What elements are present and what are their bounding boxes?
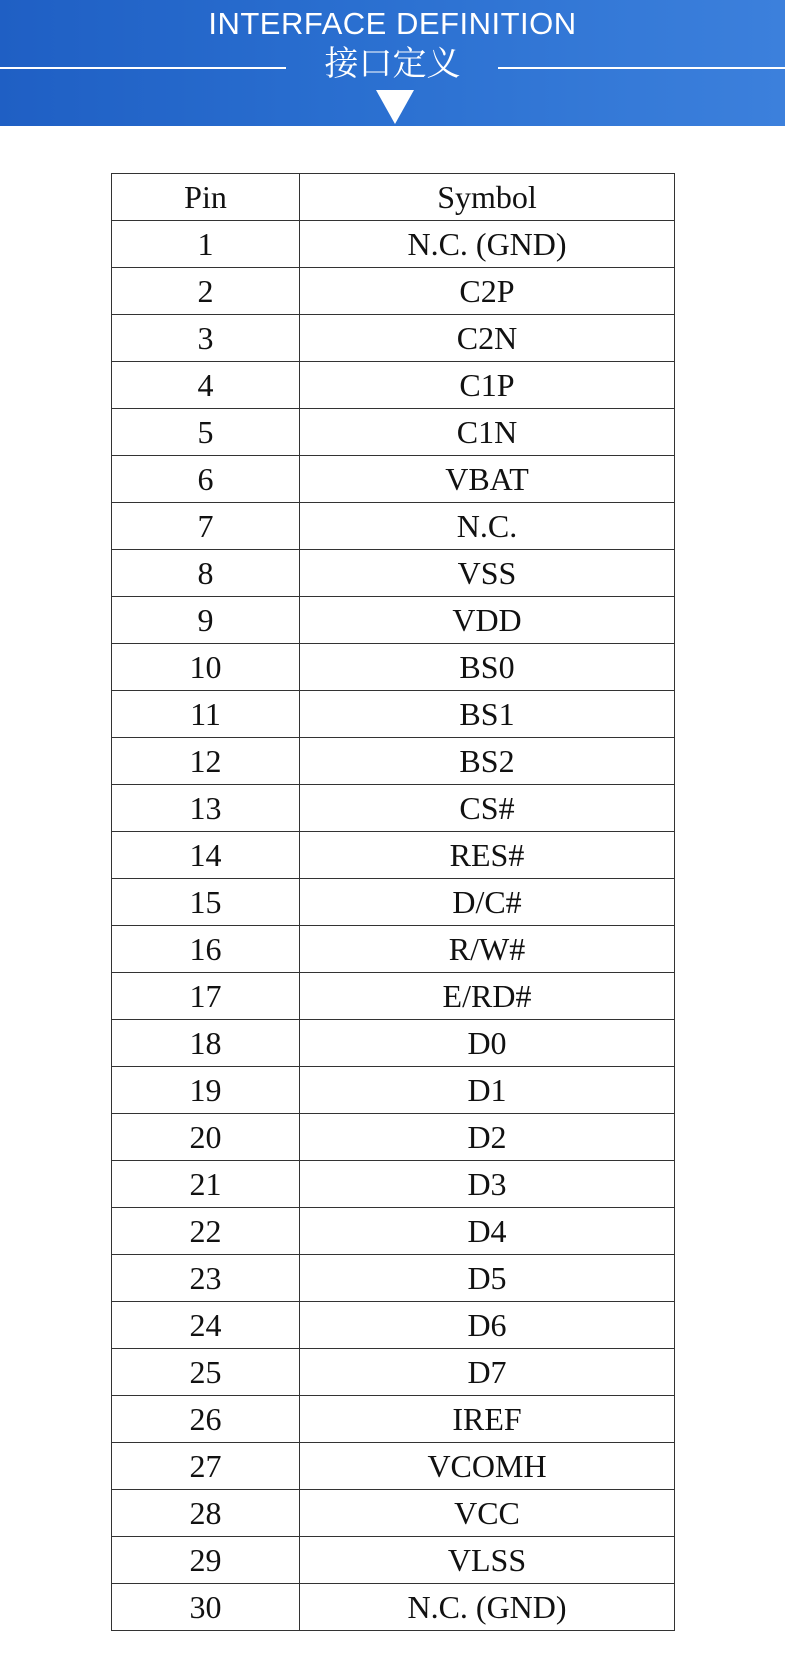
banner-title-english: INTERFACE DEFINITION xyxy=(208,6,577,41)
table-row xyxy=(112,456,675,503)
table-row xyxy=(112,785,675,832)
pin-symbol-cell: D3 xyxy=(300,1161,675,1208)
pin-number-cell: 21 xyxy=(112,1161,300,1208)
table-row xyxy=(112,1443,675,1490)
pin-symbol-cell: D6 xyxy=(300,1302,675,1349)
table-row xyxy=(112,1302,675,1349)
table-row xyxy=(112,644,675,691)
pin-symbol-cell: D/C# xyxy=(300,879,675,926)
table-row xyxy=(112,1349,675,1396)
table-row xyxy=(112,1020,675,1067)
pin-symbol-cell: D0 xyxy=(300,1020,675,1067)
pin-symbol-cell: VDD xyxy=(300,597,675,644)
banner-title-chinese: 接口定义 xyxy=(324,44,461,84)
table-row xyxy=(112,1255,675,1302)
pin-symbol-cell: C1N xyxy=(300,409,675,456)
pin-symbol-cell: N.C. (GND) xyxy=(300,1584,675,1631)
pin-symbol-cell: VCC xyxy=(300,1490,675,1537)
pin-number-cell: 13 xyxy=(112,785,300,832)
pin-number-cell: 15 xyxy=(112,879,300,926)
pin-number-cell: 5 xyxy=(112,409,300,456)
pin-symbol-cell: VCOMH xyxy=(300,1443,675,1490)
pin-symbol-cell: BS1 xyxy=(300,691,675,738)
table-row xyxy=(112,1490,675,1537)
pin-symbol-cell: CS# xyxy=(300,785,675,832)
pin-number-cell: 16 xyxy=(112,926,300,973)
table-row xyxy=(112,362,675,409)
table-body xyxy=(112,221,675,1631)
table-row xyxy=(112,1396,675,1443)
pin-symbol-cell: D5 xyxy=(300,1255,675,1302)
table-row xyxy=(112,221,675,268)
pin-number-cell: 23 xyxy=(112,1255,300,1302)
pin-number-cell: 17 xyxy=(112,973,300,1020)
table-row xyxy=(112,926,675,973)
pin-number-cell: 12 xyxy=(112,738,300,785)
pin-symbol-cell: N.C. xyxy=(300,503,675,550)
pin-number-cell: 11 xyxy=(112,691,300,738)
table-row xyxy=(112,597,675,644)
pin-number-cell: 20 xyxy=(112,1114,300,1161)
pin-number-cell: 6 xyxy=(112,456,300,503)
pin-symbol-cell: VLSS xyxy=(300,1537,675,1584)
pin-symbol-cell: D7 xyxy=(300,1349,675,1396)
table-row xyxy=(112,268,675,315)
pin-number-cell: 24 xyxy=(112,1302,300,1349)
pin-symbol-cell: RES# xyxy=(300,832,675,879)
table-row xyxy=(112,1114,675,1161)
table-row xyxy=(112,503,675,550)
pin-symbol-cell: BS0 xyxy=(300,644,675,691)
pin-number-cell: 9 xyxy=(112,597,300,644)
pin-symbol-cell: D1 xyxy=(300,1067,675,1114)
pin-symbol-cell: R/W# xyxy=(300,926,675,973)
pin-number-cell: 26 xyxy=(112,1396,300,1443)
pin-symbol-cell: VBAT xyxy=(300,456,675,503)
pin-symbol-cell: BS2 xyxy=(300,738,675,785)
pin-number-cell: 1 xyxy=(112,221,300,268)
pin-symbol-cell: D4 xyxy=(300,1208,675,1255)
pin-number-cell: 27 xyxy=(112,1443,300,1490)
pin-number-cell: 10 xyxy=(112,644,300,691)
pin-symbol-cell: VSS xyxy=(300,550,675,597)
pin-symbol-cell: N.C. (GND) xyxy=(300,221,675,268)
down-arrow-icon xyxy=(376,90,414,124)
pin-symbol-cell: C2N xyxy=(300,315,675,362)
pin-number-cell: 2 xyxy=(112,268,300,315)
pin-number-cell: 28 xyxy=(112,1490,300,1537)
pin-symbol-cell: IREF xyxy=(300,1396,675,1443)
table-row xyxy=(112,973,675,1020)
pin-number-cell: 25 xyxy=(112,1349,300,1396)
table-row xyxy=(112,738,675,785)
header-pin: Pin xyxy=(112,174,300,221)
table-row xyxy=(112,550,675,597)
header-symbol: Symbol xyxy=(300,174,675,221)
pin-number-cell: 14 xyxy=(112,832,300,879)
pin-number-cell: 30 xyxy=(112,1584,300,1631)
pin-number-cell: 7 xyxy=(112,503,300,550)
table-row xyxy=(112,1161,675,1208)
pin-symbol-cell: D2 xyxy=(300,1114,675,1161)
pin-number-cell: 29 xyxy=(112,1537,300,1584)
pin-number-cell: 22 xyxy=(112,1208,300,1255)
table-row xyxy=(112,691,675,738)
pin-symbol-cell: E/RD# xyxy=(300,973,675,1020)
table-row xyxy=(112,1067,675,1114)
pin-symbol-cell: C2P xyxy=(300,268,675,315)
pin-number-cell: 19 xyxy=(112,1067,300,1114)
table-row xyxy=(112,315,675,362)
pin-symbol-cell: C1P xyxy=(300,362,675,409)
table-row xyxy=(112,1584,675,1631)
pin-number-cell: 3 xyxy=(112,315,300,362)
table-header-row xyxy=(112,174,675,221)
pin-definition-table xyxy=(111,173,675,1631)
table-row xyxy=(112,409,675,456)
pin-number-cell: 4 xyxy=(112,362,300,409)
pin-number-cell: 8 xyxy=(112,550,300,597)
pin-number-cell: 18 xyxy=(112,1020,300,1067)
table-row xyxy=(112,1208,675,1255)
table-row xyxy=(112,879,675,926)
header-banner xyxy=(0,0,785,126)
table-row xyxy=(112,832,675,879)
table-row xyxy=(112,1537,675,1584)
